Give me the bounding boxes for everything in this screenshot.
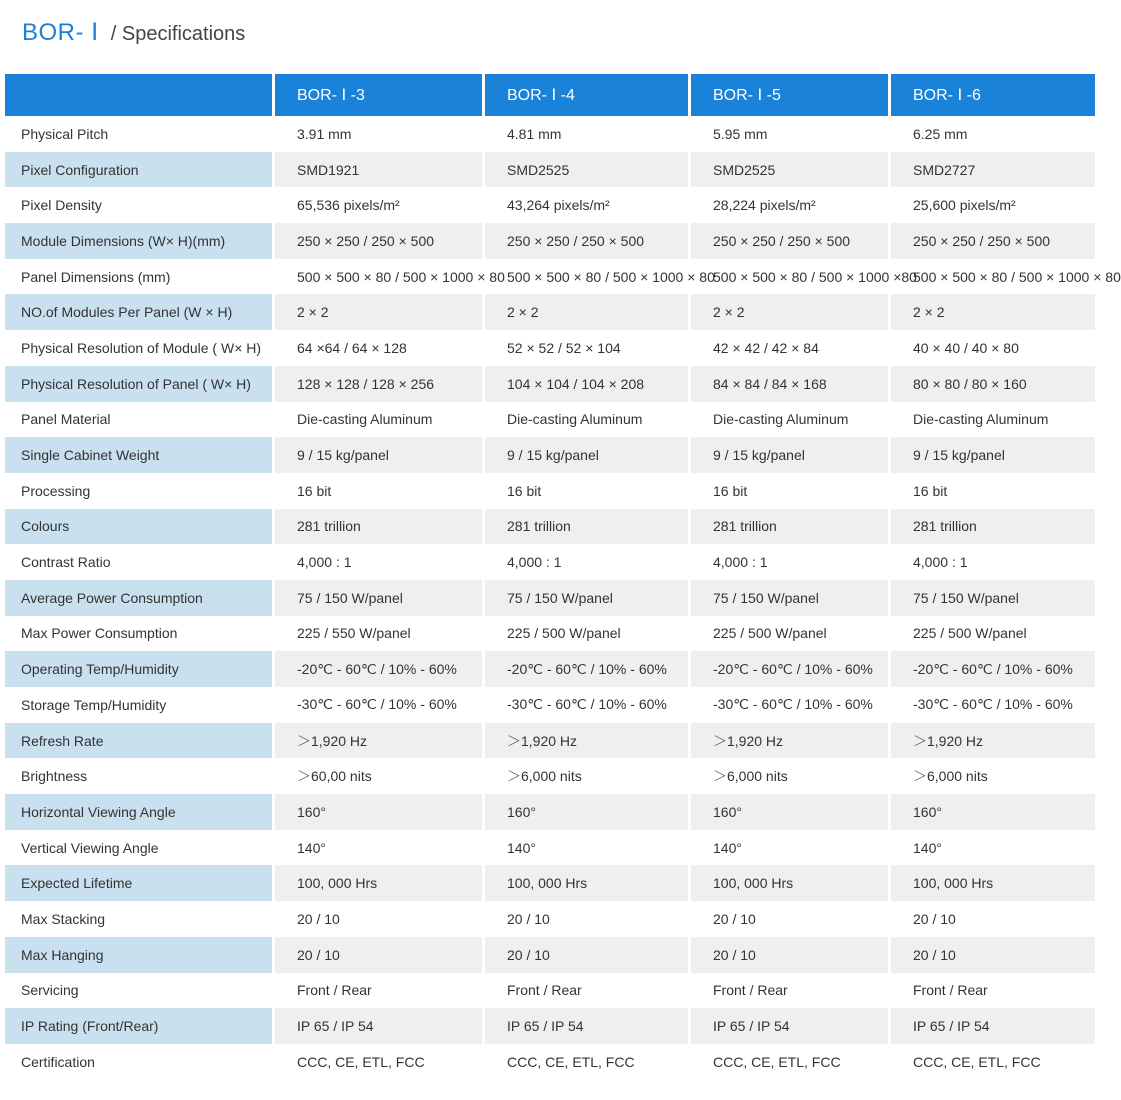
spec-value: 128 × 128 / 128 × 256 [272,366,482,402]
table-row [5,437,1095,473]
row-label: NO.of Modules Per Panel (W × H) [5,294,272,330]
table-row [5,544,1095,580]
spec-value: 281 trillion [482,509,688,545]
spec-value: -30℃ - 60℃ / 10% - 60% [688,687,888,723]
spec-value: 250 × 250 / 250 × 500 [688,223,888,259]
spec-value: 20 / 10 [688,937,888,973]
spec-value: 75 / 150 W/panel [482,580,688,616]
spec-value: 6.25 mm [888,116,1095,152]
spec-value: 500 × 500 × 80 / 500 × 1000 × 80 [272,259,482,295]
spec-value: 16 bit [688,473,888,509]
row-label: Vertical Viewing Angle [5,830,272,866]
spec-value: IP 65 / IP 54 [688,1008,888,1044]
table-row [5,187,1095,223]
spec-value: -20℃ - 60℃ / 10% - 60% [482,651,688,687]
table-row [5,687,1095,723]
spec-value: IP 65 / IP 54 [272,1008,482,1044]
spec-value: 281 trillion [688,509,888,545]
spec-value: ＞1,920 Hz [272,723,482,759]
table-row [5,616,1095,652]
spec-value: 20 / 10 [688,901,888,937]
table-row [5,116,1095,152]
model-title: BOR- Ⅰ [22,19,99,46]
spec-value: 20 / 10 [482,937,688,973]
spec-value: 9 / 15 kg/panel [688,437,888,473]
spec-value: 75 / 150 W/panel [688,580,888,616]
spec-value: 5.95 mm [688,116,888,152]
spec-value: 40 × 40 / 40 × 80 [888,330,1095,366]
row-label: Expected Lifetime [5,865,272,901]
row-label: Storage Temp/Humidity [5,687,272,723]
spec-value: 104 × 104 / 104 × 208 [482,366,688,402]
spec-value: 75 / 150 W/panel [888,580,1095,616]
column-header: BOR- Ⅰ -4 [482,74,688,116]
row-label: Max Hanging [5,937,272,973]
table-row [5,937,1095,973]
spec-value: 4.81 mm [482,116,688,152]
spec-value: 4,000 : 1 [482,544,688,580]
spec-value: SMD2525 [688,152,888,188]
row-label: Servicing [5,973,272,1009]
spec-value: ＞60,00 nits [272,758,482,794]
spec-value: Die-casting Aluminum [688,402,888,438]
spec-value: 20 / 10 [888,937,1095,973]
table-row [5,901,1095,937]
spec-value: 9 / 15 kg/panel [482,437,688,473]
table-row [5,152,1095,188]
table-row [5,294,1095,330]
spec-value: Front / Rear [888,973,1095,1009]
spec-value: 80 × 80 / 80 × 160 [888,366,1095,402]
row-label: Physical Resolution of Module ( W× H) [5,330,272,366]
spec-value: ＞6,000 nits [688,758,888,794]
spec-value: IP 65 / IP 54 [888,1008,1095,1044]
spec-value: -20℃ - 60℃ / 10% - 60% [688,651,888,687]
row-label: Single Cabinet Weight [5,437,272,473]
spec-value: 140° [888,830,1095,866]
column-header: BOR- Ⅰ -5 [688,74,888,116]
spec-value: SMD2525 [482,152,688,188]
spec-value: -30℃ - 60℃ / 10% - 60% [482,687,688,723]
table-row [5,651,1095,687]
spec-value: Front / Rear [688,973,888,1009]
table-header-row [5,74,1095,116]
spec-value: 4,000 : 1 [888,544,1095,580]
page-heading [22,18,245,50]
spec-value: 20 / 10 [482,901,688,937]
spec-value: CCC, CE, ETL, FCC [888,1044,1095,1080]
spec-value: 160° [482,794,688,830]
spec-value: 9 / 15 kg/panel [272,437,482,473]
spec-value: Front / Rear [482,973,688,1009]
spec-value: 225 / 500 W/panel [688,616,888,652]
spec-value: 52 × 52 / 52 × 104 [482,330,688,366]
row-label: Average Power Consumption [5,580,272,616]
spec-value: 4,000 : 1 [688,544,888,580]
spec-value: 9 / 15 kg/panel [888,437,1095,473]
spec-value: Die-casting Aluminum [272,402,482,438]
spec-value: 20 / 10 [888,901,1095,937]
spec-value: 65,536 pixels/m² [272,187,482,223]
spec-value: Die-casting Aluminum [482,402,688,438]
spec-value: 225 / 550 W/panel [272,616,482,652]
spec-value: 500 × 500 × 80 / 500 × 1000 ×80 [688,259,888,295]
row-label: Max Stacking [5,901,272,937]
table-row [5,723,1095,759]
spec-value: 2 × 2 [272,294,482,330]
spec-value: ＞1,920 Hz [482,723,688,759]
table-row [5,473,1095,509]
spec-value: 140° [688,830,888,866]
spec-value: 140° [272,830,482,866]
spec-value: 250 × 250 / 250 × 500 [482,223,688,259]
spec-value: 160° [688,794,888,830]
row-label: Certification [5,1044,272,1080]
spec-value: 500 × 500 × 80 / 500 × 1000 × 80 [482,259,688,295]
spec-value: 16 bit [272,473,482,509]
column-header: BOR- Ⅰ -6 [888,74,1095,116]
spec-value: Die-casting Aluminum [888,402,1095,438]
spec-value: 20 / 10 [272,937,482,973]
row-label: Max Power Consumption [5,616,272,652]
table-row [5,1044,1095,1080]
row-label: Brightness [5,758,272,794]
spec-value: 281 trillion [272,509,482,545]
header-blank-cell [5,74,272,116]
spec-value: -20℃ - 60℃ / 10% - 60% [888,651,1095,687]
spec-value: 84 × 84 / 84 × 168 [688,366,888,402]
row-label: Physical Resolution of Panel ( W× H) [5,366,272,402]
spec-value: ＞1,920 Hz [888,723,1095,759]
spec-value: 4,000 : 1 [272,544,482,580]
table-row [5,223,1095,259]
table-row [5,580,1095,616]
row-label: Pixel Density [5,187,272,223]
spec-value: 3.91 mm [272,116,482,152]
spec-value: 2 × 2 [482,294,688,330]
table-row [5,830,1095,866]
table-row [5,973,1095,1009]
spec-value: 160° [888,794,1095,830]
spec-table [5,74,1121,1080]
row-label: Module Dimensions (W× H)(mm) [5,223,272,259]
column-header: BOR- Ⅰ -3 [272,74,482,116]
spec-value: 16 bit [888,473,1095,509]
spec-value: 100, 000 Hrs [272,865,482,901]
table-row [5,259,1095,295]
section-title: / Specifications [110,23,246,45]
spec-value: -30℃ - 60℃ / 10% - 60% [272,687,482,723]
table-row [5,794,1095,830]
spec-value: 250 × 250 / 250 × 500 [888,223,1095,259]
table-row [5,402,1095,438]
row-label: Refresh Rate [5,723,272,759]
table-row [5,330,1095,366]
spec-value: SMD1921 [272,152,482,188]
spec-value: IP 65 / IP 54 [482,1008,688,1044]
row-label: Processing [5,473,272,509]
row-label: Horizontal Viewing Angle [5,794,272,830]
spec-value: SMD2727 [888,152,1095,188]
spec-value: 160° [272,794,482,830]
row-label: Pixel Configuration [5,152,272,188]
spec-value: 100, 000 Hrs [482,865,688,901]
spec-value: 42 × 42 / 42 × 84 [688,330,888,366]
row-label: Colours [5,509,272,545]
row-label: Physical Pitch [5,116,272,152]
spec-value: 225 / 500 W/panel [482,616,688,652]
row-label: Panel Dimensions (mm) [5,259,272,295]
row-label: Contrast Ratio [5,544,272,580]
table-row [5,509,1095,545]
spec-value: 75 / 150 W/panel [272,580,482,616]
spec-value: -20℃ - 60℃ / 10% - 60% [272,651,482,687]
table-row [5,865,1095,901]
spec-value: 25,600 pixels/m² [888,187,1095,223]
spec-value: 20 / 10 [272,901,482,937]
table-row [5,758,1095,794]
spec-value: Front / Rear [272,973,482,1009]
spec-value: CCC, CE, ETL, FCC [688,1044,888,1080]
spec-value: ＞6,000 nits [482,758,688,794]
spec-value: CCC, CE, ETL, FCC [482,1044,688,1080]
row-label: Operating Temp/Humidity [5,651,272,687]
spec-value: 28,224 pixels/m² [688,187,888,223]
spec-value: CCC, CE, ETL, FCC [272,1044,482,1080]
spec-value: 225 / 500 W/panel [888,616,1095,652]
spec-value: 500 × 500 × 80 / 500 × 1000 × 80 [888,259,1095,295]
spec-value: 2 × 2 [688,294,888,330]
spec-value: -30℃ - 60℃ / 10% - 60% [888,687,1095,723]
table-row [5,366,1095,402]
spec-value: 43,264 pixels/m² [482,187,688,223]
table-row [5,1008,1095,1044]
spec-value: 100, 000 Hrs [888,865,1095,901]
spec-value: 2 × 2 [888,294,1095,330]
spec-value: 250 × 250 / 250 × 500 [272,223,482,259]
spec-value: 281 trillion [888,509,1095,545]
row-label: Panel Material [5,402,272,438]
row-label: IP Rating (Front/Rear) [5,1008,272,1044]
spec-value: ＞6,000 nits [888,758,1095,794]
spec-value: 140° [482,830,688,866]
spec-value: 100, 000 Hrs [688,865,888,901]
spec-value: 64 ×64 / 64 × 128 [272,330,482,366]
spec-value: ＞1,920 Hz [688,723,888,759]
spec-value: 16 bit [482,473,688,509]
